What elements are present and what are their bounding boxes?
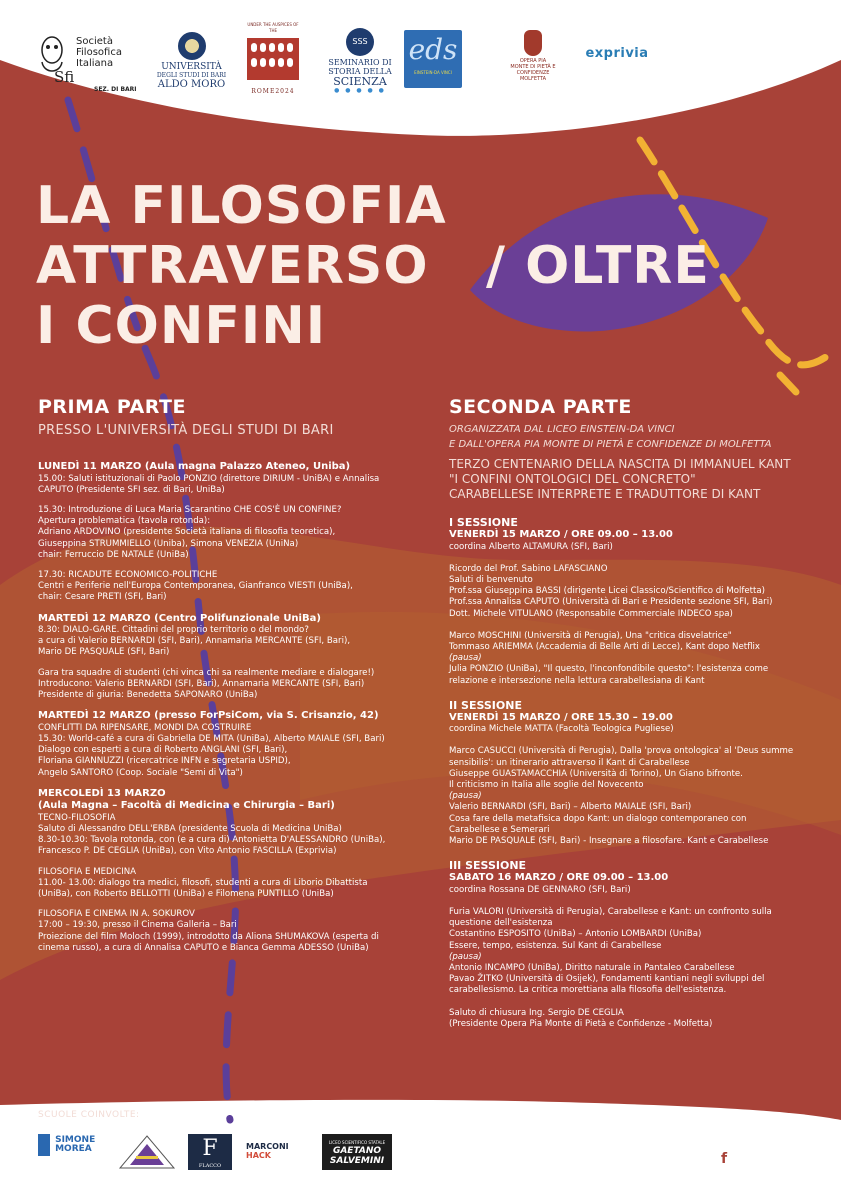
session-line: Mario DE PASQUALE (SFI, Bari) - Insegnare a filosofare. Kant e Carabellese xyxy=(449,836,769,847)
session-line: Marco MOSCHINI (Università di Perugia), Una "critica disvelatrice" xyxy=(449,630,732,641)
seconda-parte-title: SECONDA PARTE xyxy=(449,396,632,418)
program-line: FILOSOFIA E CINEMA IN A. SOKUROV xyxy=(38,909,195,920)
session-group xyxy=(449,631,819,687)
svg-text:Sfi: Sfi xyxy=(54,68,75,86)
sfi-logo xyxy=(36,30,136,92)
sss-line-2: STORIA DELLA xyxy=(328,67,392,76)
session-coord: coordina Alberto ALTAMURA (SFI, Bari) xyxy=(449,541,613,552)
facebook-icon[interactable]: f xyxy=(714,1149,734,1169)
salvemini-sub: LICEO SCIENTIFICO STATALE xyxy=(328,1140,386,1145)
seconda-program xyxy=(449,516,819,1030)
title-line-3: I CONFINI xyxy=(36,296,327,356)
sss-logo xyxy=(325,28,395,94)
program-line: Apertura problematica (tavola rotonda): xyxy=(38,516,211,527)
program-day: MARTEDÌ 12 MARZO (Centro Polifunzionale UniBa) xyxy=(38,612,321,624)
school-simone-morea-logo xyxy=(38,1134,102,1170)
session-line: questione dell'esistenza xyxy=(449,918,553,929)
prima-program xyxy=(38,461,423,954)
kant-line-2: "I CONFINI ONTOLOGICI DEL CONCRETO" xyxy=(449,472,696,486)
opera-line-1: OPERA PIA xyxy=(519,58,547,64)
program-line: Giuseppina STRUMMIELLO (Uniba), Simona VENEZIA (UniNa) xyxy=(38,538,299,549)
program-line: 15.30: World-café a cura di Gabriella DE MITA (UniBa), Alberto MAIALE (SFI, Bari) xyxy=(38,733,385,744)
session-line: carabellesismo. La critica morettiana alla filosofia dell'esistenza. xyxy=(449,985,727,996)
session-group xyxy=(449,1008,819,1030)
session-line: (pausa) xyxy=(449,653,482,664)
session-line: Pavao ŽITKO (Università di Osijek), Fondamenti kantiani negli sviluppi del xyxy=(449,974,765,985)
program-line: Centri e Periferie nell'Europa Contemporanea, Gianfranco VIESTI (UniBa), xyxy=(38,581,353,592)
salvemini-name: GAETANO SALVEMINI xyxy=(329,1146,385,1166)
school-prism-logo xyxy=(118,1134,176,1170)
simone-morea-mark-icon xyxy=(38,1134,50,1156)
uniba-line-2: DEGLI STUDI DI BARI xyxy=(156,72,227,79)
school-marconi-hack-logo xyxy=(246,1134,308,1170)
sfi-line-2: Filosofica xyxy=(76,47,122,58)
sss-dots: ● ● ● ● ● xyxy=(334,87,386,94)
program-block xyxy=(38,710,423,779)
session-block xyxy=(449,859,819,1030)
session-line: Cosa fare della metafisica dopo Kant: un dialogo contemporaneo con xyxy=(449,813,747,824)
program-line: 8.30: DIALO-GARE. Cittadini del proprio territorio o del mondo? xyxy=(38,625,309,636)
eds-sub: EINSTEIN-DA VINCI xyxy=(414,70,452,75)
school-salvemini-logo xyxy=(322,1134,392,1170)
program-line: TECNO-FILOSOFIA xyxy=(38,812,116,823)
program-line: Proiezione del film Moloch (1999), introdotto da Aliona SHUMAKOVA (esperta di xyxy=(38,931,379,942)
session-group xyxy=(449,564,819,620)
program-block xyxy=(38,505,423,561)
main-title xyxy=(36,176,447,356)
title-line-2: ATTRAVERSO xyxy=(36,236,429,296)
program-block xyxy=(38,867,423,901)
session-line: Prof.ssa Annalisa CAPUTO (Università di Bari e Presidente sezione SFI, Bari) xyxy=(449,597,773,608)
program-line: Introducono: Valerio BERNARDI (SFI, Bari), Annamaria MERCANTE (SFI, Bari) xyxy=(38,678,365,689)
program-line: 15.00: Saluti istituzionali di Paolo PONZIO (direttore DIRIUM - UniBA) e Annalisa xyxy=(38,473,380,484)
uniba-line-1: UNIVERSITÀ xyxy=(161,62,222,72)
session-line: sensibilis': un itinerario attraverso il Kant di Carabellese xyxy=(449,757,690,768)
uniba-logo xyxy=(154,32,229,90)
einstein-davinci-logo xyxy=(404,30,462,88)
session-line: relazione e intersezione nella lettura carabellesiana di Kant xyxy=(449,675,705,686)
session-title: III SESSIONE xyxy=(449,859,527,873)
uniba-seal-icon xyxy=(178,32,206,60)
program-block xyxy=(38,570,423,604)
session-line: (pausa) xyxy=(449,791,482,802)
session-block xyxy=(449,699,819,848)
flacco-name: FLACCO xyxy=(198,1163,222,1169)
session-group xyxy=(449,907,819,997)
program-line: Gara tra squadre di studenti (chi vinca chi sa realmente mediare e dialogare!) xyxy=(38,667,375,678)
sfi-sub: SEZ. DI BARI xyxy=(94,86,137,93)
program-block xyxy=(38,788,423,858)
title-line-1: LA FILOSOFIA xyxy=(36,176,447,236)
program-line: Saluto di Alessandro DELL'ERBA (presidente Scuola di Medicina UniBa) xyxy=(38,823,342,834)
session-line: Valerio BERNARDI (SFI, Bari) – Alberto MAIALE (SFI, Bari) xyxy=(449,802,692,813)
kant-line-1: TERZO CENTENARIO DELLA NASCITA DI IMMANUEL KANT xyxy=(449,457,791,471)
session-line: Costantino ESPOSITO (UniBa) – Antonio LOMBARDI (UniBa) xyxy=(449,929,702,940)
contact-email[interactable]: socfilobari@gmail.com xyxy=(538,1152,675,1166)
program-line: cinema russo), a cura di Annalisa CAPUTO e Bianca Gemma ADESSO (UniBa) xyxy=(38,942,369,953)
program-line: 17.30: RICADUTE ECONOMICO-POLITICHE xyxy=(38,569,218,580)
program-line: Mario DE PASQUALE (SFI, Bari) xyxy=(38,647,170,658)
session-line: Essere, tempo, esistenza. Sul Kant di Carabellese xyxy=(449,940,662,951)
session-line: (Presidente Opera Pia Monte di Pietà e Confidenze - Molfetta) xyxy=(449,1018,713,1029)
opera-pia-logo xyxy=(498,30,568,82)
schools-label: SCUOLE COINVOLTE: xyxy=(38,1110,140,1120)
colosseum-icon xyxy=(245,34,301,84)
flacco-mark: F xyxy=(202,1136,218,1161)
sfi-line-1: Società xyxy=(76,36,113,47)
program-day-venue: (Aula Magna – Facoltà di Medicina e Chirurgia – Bari) xyxy=(38,800,335,812)
session-line: Saluto di chiusura Ing. Sergio DE CEGLIA xyxy=(449,1007,624,1018)
session-block xyxy=(449,516,819,687)
session-line: Antonio INCAMPO (UniBa), Diritto naturale in Pantaleo Carabellese xyxy=(449,962,735,973)
opera-pia-emblem-icon xyxy=(524,30,542,56)
eds-mark: eds xyxy=(408,33,458,66)
program-line: Dialogo con esperti a cura di Roberto ANGLANI (SFI, Bari), xyxy=(38,745,288,756)
program-block xyxy=(38,668,423,702)
sfi-owl-icon xyxy=(36,30,80,86)
seconda-org-1: ORGANIZZATA DAL LICEO EINSTEIN-DA VINCI xyxy=(449,424,675,435)
hack-name: HACK xyxy=(246,1151,271,1160)
program-line: a cura di Valerio BERNARDI (SFI, Bari), Annamaria MERCANTE (SFI, Bari), xyxy=(38,636,351,647)
opera-line-3: MOLFETTA xyxy=(519,76,547,82)
program-line: CONFLITTI DA RIPENSARE, MONDI DA COSTRUIRE xyxy=(38,722,252,733)
session-title: II SESSIONE xyxy=(449,698,522,712)
session-line: Prof.ssa Giuseppina BASSI (dirigente Licei Classico/Scientifico di Molfetta) xyxy=(449,586,766,597)
title-oltre: / OLTRE xyxy=(486,236,710,296)
session-line: Carabellese e Semerari xyxy=(449,824,550,835)
program-line: 15.30: Introduzione di Luca Maria Scarantino CHE COS'È UN CONFINE? xyxy=(38,504,342,515)
session-coord: coordina Rossana DE GENNARO (SFI, Bari) xyxy=(449,884,631,895)
session-line: Ricordo del Prof. Sabino LAFASCIANO xyxy=(449,563,608,574)
program-line: Angelo SANTORO (Coop. Sociale "Semi di Vita") xyxy=(38,767,243,778)
program-day: LUNEDÌ 11 MARZO (Aula magna Palazzo Ateneo, Uniba) xyxy=(38,461,351,472)
program-line: Francesco P. DE CEGLIA (UniBa), con Vito Antonio FASCILLA (Exprivia) xyxy=(38,846,337,857)
session-coord: coordina Michele MATTA (Facoltà Teologica Pugliese) xyxy=(449,724,674,735)
school-flacco-logo xyxy=(188,1134,232,1170)
session-when: VENERDÌ 15 MARZO / ORE 09.00 – 13.00 xyxy=(449,529,673,540)
sss-line-3: SCIENZA xyxy=(333,75,387,88)
school-1b: MOREA xyxy=(55,1144,92,1154)
session-line: Dott. Michele VITULANO (Responsabile Commerciale INDECO spa) xyxy=(449,608,733,619)
program-line: 11.00- 13.00: dialogo tra medici, filosofi, studenti a cura di Liborio Dibattista xyxy=(38,877,368,888)
uniba-line-3: ALDO MORO xyxy=(157,79,226,90)
prima-parte xyxy=(38,395,423,963)
program-line: (UniBa), con Roberto BELLOTTI (UniBa) e Filomena PUNTILLO (UniBa) xyxy=(38,888,334,899)
prima-parte-title: PRIMA PARTE xyxy=(38,396,186,418)
sss-mark-icon: SSS xyxy=(346,28,374,56)
session-line: Julia PONZIO (UniBa), "Il questo, l'inconfondibile questo": l'esistenza come xyxy=(449,664,769,675)
session-group xyxy=(449,746,819,847)
session-line: Il criticismo in Italia alle soglie del Novecento xyxy=(449,780,644,791)
program-line: 8.30-10.30: Tavola rotonda, con (e a cura di) Antonietta D'ALESSANDRO (UniBa), xyxy=(38,835,386,846)
session-line: Marco CASUCCI (Università di Perugia), Dalla 'prova ontologica' al 'Deus summe xyxy=(449,746,794,757)
prima-parte-subtitle: PRESSO L'UNIVERSITÀ DEGLI STUDI DI BARI xyxy=(38,423,334,438)
program-line: chair: Ferruccio DE NATALE (UniBa) xyxy=(38,549,189,560)
program-line: 17:00 – 19:30, presso il Cinema Galleria – Bari xyxy=(38,920,237,931)
sss-line-1: SEMINARIO DI xyxy=(328,58,392,67)
program-block xyxy=(38,909,423,954)
program-line: Floriana GIANNUZZI (ricercatrice INFN e segretaria USPID), xyxy=(38,756,291,767)
exprivia-logo: exprivia xyxy=(585,46,649,61)
sfi-line-3: Italiana xyxy=(76,58,114,69)
program-line: Adriano ARDOVINO (presidente Società italiana di filosofia teoretica), xyxy=(38,527,336,538)
session-line: Tommaso ARIEMMA (Accademia di Belle Arti di Lecce), Kant dopo Netflix xyxy=(449,641,761,652)
school-1a: SIMONE xyxy=(55,1135,96,1145)
seconda-org-2: E DALL'OPERA PIA MONTE DI PIETÀ E CONFIDENZE DI MOLFETTA xyxy=(449,439,772,450)
program-day: MARTEDÌ 12 MARZO (presso ForPsiCom, via S. Crisanzio, 42) xyxy=(38,710,379,722)
session-when: VENERDÌ 15 MARZO / ORE 15.30 – 19.00 xyxy=(449,711,673,723)
opera-line-2: MONTE DI PIETÀ E CONFIDENZE xyxy=(510,64,556,76)
program-block xyxy=(38,613,423,659)
rome2024-logo xyxy=(244,22,302,95)
session-line: Giuseppe GUASTAMACCHIA (Università di Torino), Un Giano bifronte. xyxy=(449,768,743,779)
marconi-name: MARCONI xyxy=(246,1142,289,1151)
session-line: Saluti di benvenuto xyxy=(449,574,533,585)
kant-line-3: CARABELLESE INTERPRETE E TRADUTTORE DI KANT xyxy=(449,487,761,501)
session-line: Furia VALORI (Università di Perugia), Carabellese e Kant: un confronto sulla xyxy=(449,906,772,917)
session-title: I SESSIONE xyxy=(449,516,518,529)
session-line: (pausa) xyxy=(449,951,482,962)
program-line: chair: Cesare PRETI (SFI, Bari) xyxy=(38,592,167,603)
session-when: SABATO 16 MARZO / ORE 09.00 – 13.00 xyxy=(449,872,669,884)
program-line: FILOSOFIA E MEDICINA xyxy=(38,866,137,877)
rome-year: ROME2024 xyxy=(251,88,295,95)
seconda-parte xyxy=(449,395,819,1042)
program-line: Presidente di giuria: Benedetta SAPONARO (UniBa) xyxy=(38,690,258,701)
program-day: MERCOLEDÌ 13 MARZO xyxy=(38,787,166,799)
rome-tiny: UNDER THE AUSPICES OF THE xyxy=(247,22,299,33)
program-block xyxy=(38,461,423,496)
facebook-handle[interactable]: SFIBari2016 xyxy=(742,1152,815,1166)
program-line: CAPUTO (Presidente SFI sez. di Bari, UniBa) xyxy=(38,484,225,495)
partner-logos xyxy=(0,22,841,102)
